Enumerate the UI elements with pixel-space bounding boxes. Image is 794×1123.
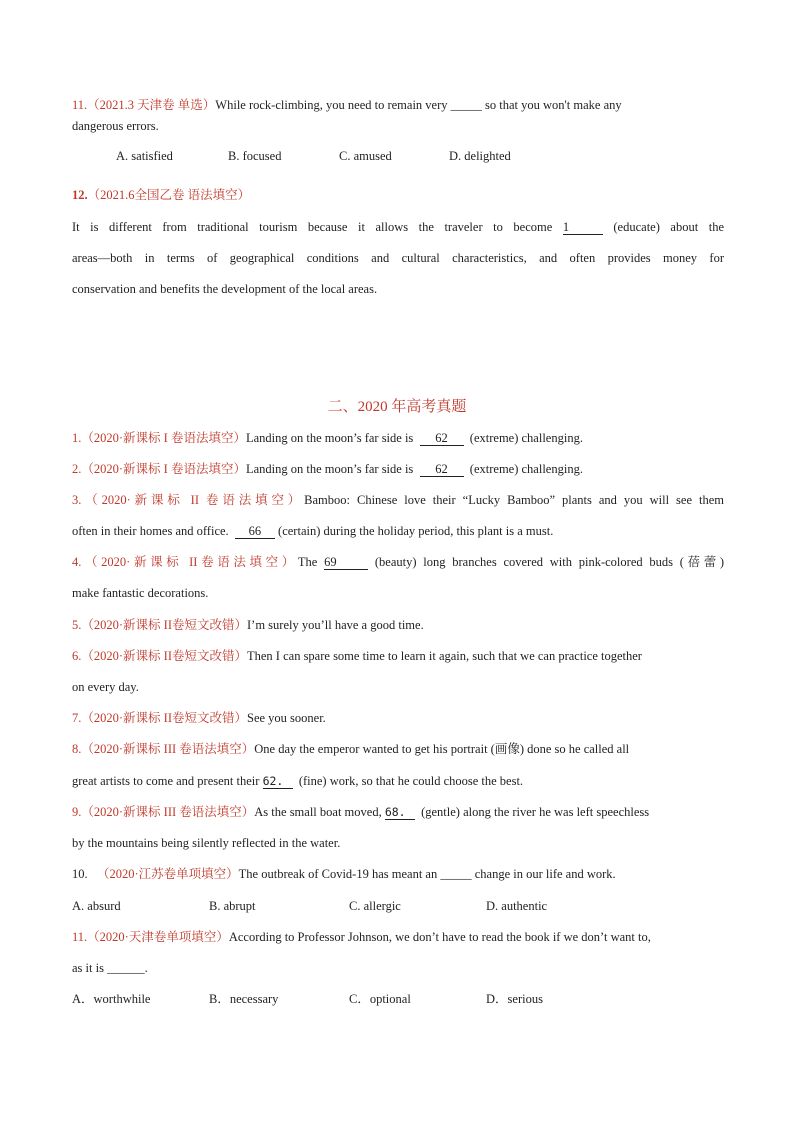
- question-source: 9.（2020·新课标 III 卷语法填空）: [72, 805, 255, 819]
- question-text: Bamboo: Chinese love their “Lucky Bamboo” plants and you will see them: [304, 493, 724, 507]
- question-source: （2021.6全国乙卷 语法填空）: [87, 188, 251, 202]
- answer-blank: 69: [324, 555, 368, 570]
- answer-blank: 68.: [385, 805, 415, 820]
- question-text: Landing on the moon’s far side is: [245, 431, 414, 445]
- question-12-2021-line1: [72, 218, 724, 236]
- question-text: One day the emperor wanted to get his portrait (画像) done so he called all: [254, 742, 630, 756]
- question-text: See you sooner.: [247, 711, 326, 725]
- question-9-line2: [72, 834, 724, 852]
- question-source: 6.（2020·新课标 II卷短文改错）: [72, 649, 247, 663]
- question-text: on every day.: [72, 680, 139, 694]
- question-source: 11.（2020·天津卷单项填空）: [72, 930, 229, 944]
- question-1-line: [72, 429, 724, 447]
- option-c: C. allergic: [349, 899, 401, 913]
- option-a: A. satisfied: [116, 149, 173, 163]
- question-text: (fine) work, so that he could choose the best.: [298, 774, 524, 788]
- question-text: According to Professor Johnson, we don’t have to read the book if we don’t want to,: [228, 930, 651, 944]
- question-4-line1: [72, 553, 724, 571]
- question-text: areas—both in terms of geographical conditions and cultural characteristics, and often provides money for: [72, 251, 724, 265]
- question-text: I’m surely you’ll have a good time.: [247, 618, 424, 632]
- question-text: The outbreak of Covid-19 has meant an _____ change in our life and work.: [238, 867, 616, 881]
- question-source: 11.（2021.3 天津卷 单选）: [72, 98, 216, 112]
- answer-blank: 62: [420, 462, 464, 477]
- question-4-line2: [72, 584, 724, 602]
- question-source: 7.（2020·新课标 II卷短文改错）: [72, 711, 247, 725]
- question-text: by the mountains being silently reflected in the water.: [72, 836, 341, 850]
- question-7-line: [72, 709, 724, 727]
- question-2-line: [72, 460, 724, 478]
- question-text: (gentle) along the river he was left speechless: [421, 805, 650, 819]
- option-d: D. authentic: [486, 899, 548, 913]
- question-11-2020-line2: [72, 959, 724, 977]
- question-6-line1: [72, 647, 724, 665]
- question-9-line1: [72, 803, 724, 821]
- question-3-line1: [72, 491, 724, 509]
- option-a: A. absurd: [72, 899, 121, 913]
- question-12-2021-line2: [72, 249, 724, 267]
- option-b: B. focused: [228, 149, 282, 163]
- question-11-2021-line2: [72, 117, 724, 135]
- question-text: Then I can spare some time to learn it again, such that we can practice together: [247, 649, 642, 663]
- question-11-2020-line1: [72, 928, 724, 946]
- question-source: 5.（2020·新课标 II卷短文改错）: [72, 618, 247, 632]
- question-source: 2.（2020·新课标 I 卷语法填空）: [72, 462, 246, 476]
- option-c: C．optional: [349, 992, 411, 1006]
- question-source: 3.（2020·新课标 II 卷语法填空）: [72, 493, 305, 507]
- question-text: (extreme) challenging.: [469, 431, 583, 445]
- question-12-2021-line3: [72, 280, 724, 298]
- answer-blank: 66: [235, 524, 275, 539]
- question-text: (educate) about the: [613, 220, 725, 234]
- question-text: conservation and benefits the development of the local areas.: [72, 282, 378, 296]
- question-text: As the small boat moved,: [254, 805, 382, 819]
- question-source: 8.（2020·新课标 III 卷语法填空）: [72, 742, 255, 756]
- option-d: D．serious: [486, 992, 543, 1006]
- option-d: D. delighted: [449, 149, 511, 163]
- option-c: C. amused: [339, 149, 392, 163]
- question-text: make fantastic decorations.: [72, 586, 209, 600]
- question-number: 10.: [72, 867, 88, 881]
- question-text: It is different from traditional tourism because it allows the traveler to become: [72, 220, 553, 234]
- option-b: B. abrupt: [209, 899, 256, 913]
- question-10-line: [72, 865, 724, 883]
- section-title: 二、2020 年高考真题: [327, 399, 467, 415]
- question-text: dangerous errors.: [72, 119, 159, 133]
- option-b: B．necessary: [209, 992, 279, 1006]
- question-8-line1: [72, 740, 724, 758]
- question-text: The: [297, 555, 318, 569]
- option-a: A．worthwhile: [72, 992, 151, 1006]
- question-text: (certain) during the holiday period, this plant is a must.: [278, 524, 554, 538]
- answer-blank: 62.: [263, 774, 293, 789]
- question-text: as it is ______.: [72, 961, 148, 975]
- question-12-2021-header: [72, 186, 724, 204]
- question-source: （2020·江苏卷单项填空）: [97, 867, 239, 881]
- question-text: (extreme) challenging.: [469, 462, 583, 476]
- question-source: 4.（2020·新课标 II卷语法填空）: [72, 555, 298, 569]
- question-11-2021-line1: [72, 96, 724, 114]
- question-6-line2: [72, 678, 724, 696]
- answer-blank: 1: [563, 220, 603, 235]
- question-text: Landing on the moon’s far side is: [245, 462, 414, 476]
- question-3-line2: [72, 522, 724, 540]
- question-text: great artists to come and present their: [72, 774, 260, 788]
- question-text: (beauty) long branches covered with pink-colored buds (蓓蕾): [374, 555, 724, 569]
- answer-blank: 62: [420, 431, 464, 446]
- question-5-line: [72, 616, 724, 634]
- question-text: often in their homes and office.: [72, 524, 229, 538]
- question-text: While rock-climbing, you need to remain very _____ so that you won't make any: [215, 98, 622, 112]
- question-number: 12.: [72, 188, 88, 202]
- question-source: 1.（2020·新课标 I 卷语法填空）: [72, 431, 246, 445]
- question-8-line2: [72, 772, 724, 790]
